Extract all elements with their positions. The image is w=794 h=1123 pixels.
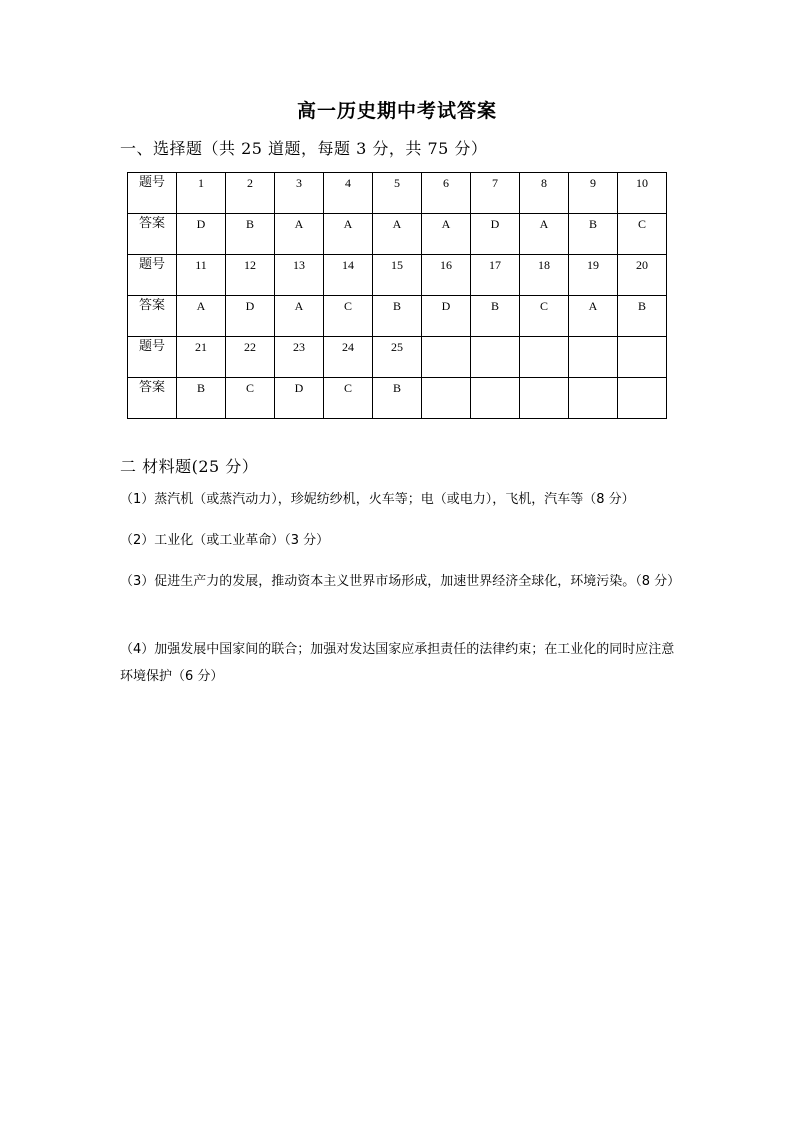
- table-cell: 8: [520, 173, 569, 214]
- material-answer-1: （1）蒸汽机（或蒸汽动力），珍妮纺纱机，火车等；电（或电力），飞机，汽车等（8 分）: [120, 492, 635, 507]
- table-cell: 21: [177, 337, 226, 378]
- section-2-heading: 二 材料题(25 分）: [120, 457, 259, 476]
- table-cell: B: [373, 296, 422, 337]
- table-cell: [618, 337, 667, 378]
- table-cell: 17: [471, 255, 520, 296]
- table-cell: A: [520, 214, 569, 255]
- table-cell: D: [422, 296, 471, 337]
- table-row: [128, 337, 667, 378]
- row-header-cell: 题号: [128, 337, 177, 378]
- table-cell: [569, 378, 618, 419]
- table-cell: C: [324, 296, 373, 337]
- table-cell: B: [618, 296, 667, 337]
- table-cell: 4: [324, 173, 373, 214]
- table-cell: 10: [618, 173, 667, 214]
- table-cell: [618, 378, 667, 419]
- material-answer-2: （2）工业化（或工业革命）（3 分）: [120, 533, 330, 548]
- table-cell: A: [569, 296, 618, 337]
- table-cell: 19: [569, 255, 618, 296]
- table-cell: B: [471, 296, 520, 337]
- table-cell: C: [618, 214, 667, 255]
- table-cell: 6: [422, 173, 471, 214]
- table-cell: D: [226, 296, 275, 337]
- table-cell: A: [373, 214, 422, 255]
- table-cell: C: [324, 378, 373, 419]
- table-row: [128, 296, 667, 337]
- table-row: [128, 378, 667, 419]
- table-cell: 12: [226, 255, 275, 296]
- table-cell: 7: [471, 173, 520, 214]
- table-cell: B: [226, 214, 275, 255]
- table-cell: 11: [177, 255, 226, 296]
- table-cell: 22: [226, 337, 275, 378]
- table-row: [128, 173, 667, 214]
- table-row: [128, 255, 667, 296]
- table-cell: C: [226, 378, 275, 419]
- table-cell: 5: [373, 173, 422, 214]
- document-title: 高一历史期中考试答案: [296, 100, 497, 122]
- table-cell: A: [177, 296, 226, 337]
- table-cell: A: [275, 214, 324, 255]
- table-cell: B: [569, 214, 618, 255]
- table-row: [128, 214, 667, 255]
- table-cell: 13: [275, 255, 324, 296]
- material-answer-4: （4）加强发展中国家间的联合；加强对发达国家应承担责任的法律约束；在工业化的同时应注意环境保护（6 分）: [120, 642, 675, 684]
- table-cell: [520, 337, 569, 378]
- table-cell: 14: [324, 255, 373, 296]
- table-cell: D: [177, 214, 226, 255]
- table-cell: B: [373, 378, 422, 419]
- table-cell: C: [520, 296, 569, 337]
- table-cell: 1: [177, 173, 226, 214]
- table-cell: A: [422, 214, 471, 255]
- row-header-cell: 答案: [128, 378, 177, 419]
- table-cell: 2: [226, 173, 275, 214]
- table-cell: D: [275, 378, 324, 419]
- table-cell: 9: [569, 173, 618, 214]
- table-cell: [520, 378, 569, 419]
- section-1-heading: 一、选择题（共 25 道题，每题 3 分，共 75 分）: [120, 139, 488, 158]
- table-cell: 15: [373, 255, 422, 296]
- row-header-cell: 题号: [128, 255, 177, 296]
- material-answer-3: （3）促进生产力的发展，推动资本主义世界市场形成，加速世界经济全球化，环境污染。（8 分）: [120, 574, 681, 589]
- table-cell: A: [275, 296, 324, 337]
- table-cell: D: [471, 214, 520, 255]
- table-cell: 3: [275, 173, 324, 214]
- table-cell: 24: [324, 337, 373, 378]
- row-header-cell: 题号: [128, 173, 177, 214]
- table-cell: 18: [520, 255, 569, 296]
- row-header-cell: 答案: [128, 296, 177, 337]
- table-cell: [422, 337, 471, 378]
- answer-table: [127, 172, 667, 419]
- row-header-cell: 答案: [128, 214, 177, 255]
- table-cell: 25: [373, 337, 422, 378]
- table-cell: [569, 337, 618, 378]
- table-cell: [422, 378, 471, 419]
- table-cell: B: [177, 378, 226, 419]
- table-cell: 23: [275, 337, 324, 378]
- table-cell: A: [324, 214, 373, 255]
- table-cell: [471, 378, 520, 419]
- table-cell: 16: [422, 255, 471, 296]
- table-cell: [471, 337, 520, 378]
- table-cell: 20: [618, 255, 667, 296]
